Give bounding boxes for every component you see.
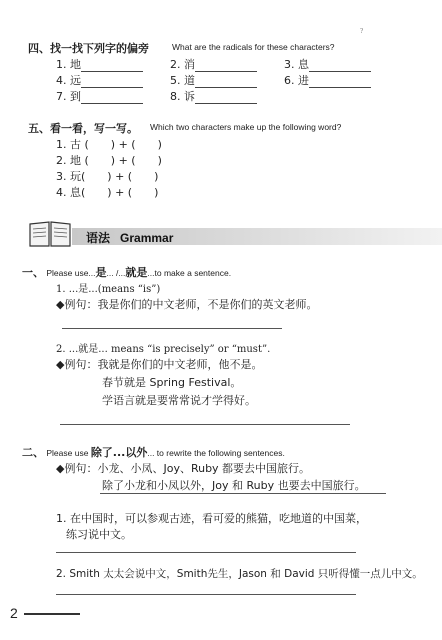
section5-item-3: 3. 玩( ) + ( ) [56,170,159,183]
g1-answer-line-1[interactable] [62,328,282,329]
section4-heading-en: What are the radicals for these characters? [172,42,335,52]
section5-heading-cn: 五、看一看，写一写。 [28,122,138,135]
g1-sub1: 1. ...是...(means “is”) [56,284,161,295]
g2-example-line2: 除了小龙和小凤以外，Joy 和 Ruby 也要去中国旅行。 [102,479,366,492]
open-book-icon [28,220,72,248]
g2-answer-line-1[interactable] [56,552,356,553]
section4-item-8: 8. 诉 [170,88,257,104]
section5-item-4: 4. 息( ) + ( ) [56,186,159,199]
g2-question-1-line1: 1. 在中国时，可以参观古迹，看可爱的熊猫，吃地道的中国菜， [56,512,367,525]
g1-example-1: ◆例句：我是你们的中文老师，不是你们的英文老师。 [56,298,318,311]
g2-instruction: 二、 Please use 除了...以外... to rewrite the following sentences. [22,446,285,459]
section4-item-2: 2. 消 [170,56,257,72]
g1-example-2-line2: 春节就是 Spring Festival。 [102,376,242,389]
page-number-rule [24,613,80,615]
g2-example-line1: ◆例句：小龙、小凤、Joy、Ruby 都要去中国旅行。 [56,462,311,475]
g1-answer-line-2[interactable] [60,424,350,425]
g1-sub2: 2. ...就是... means “is precisely” or “must”. [56,344,271,355]
g1-instruction: 一、 Please use...是... /...就是...to make a sentence. [22,266,232,279]
g2-example-underline [100,493,386,494]
section4-item-5: 5. 道 [170,72,257,88]
section4-item-1: 1. 地 [56,56,143,72]
corner-mark: ? [360,28,364,35]
g2-question-2: 2. Smith 太太会说中文，Smith先生，Jason 和 David 只听得懂一点儿中文。 [56,568,423,580]
section5-item-1: 1. 古 ( ) + ( ) [56,138,162,151]
section4-item-4: 4. 远 [56,72,143,88]
section4-heading-cn: 四、找一找下列字的偏旁 [28,42,149,55]
g2-answer-line-2[interactable] [56,594,356,595]
grammar-title: 语法 Grammar [86,231,174,245]
g1-example-2: ◆例句：我就是你们的中文老师，他不是。 [56,358,263,371]
section4-item-6: 6. 进 [284,72,371,88]
section4-item-7: 7. 到 [56,88,143,104]
g2-question-1-line2: 练习说中文。 [66,528,132,541]
section5-heading-en: Which two characters make up the following word? [150,122,342,132]
g1-example-2-line3: 学语言就是要常常说才学得好。 [102,394,256,407]
section5-item-2: 2. 地 ( ) + ( ) [56,154,162,167]
section4-item-3: 3. 息 [284,56,371,72]
page-number: 2 [10,605,18,621]
